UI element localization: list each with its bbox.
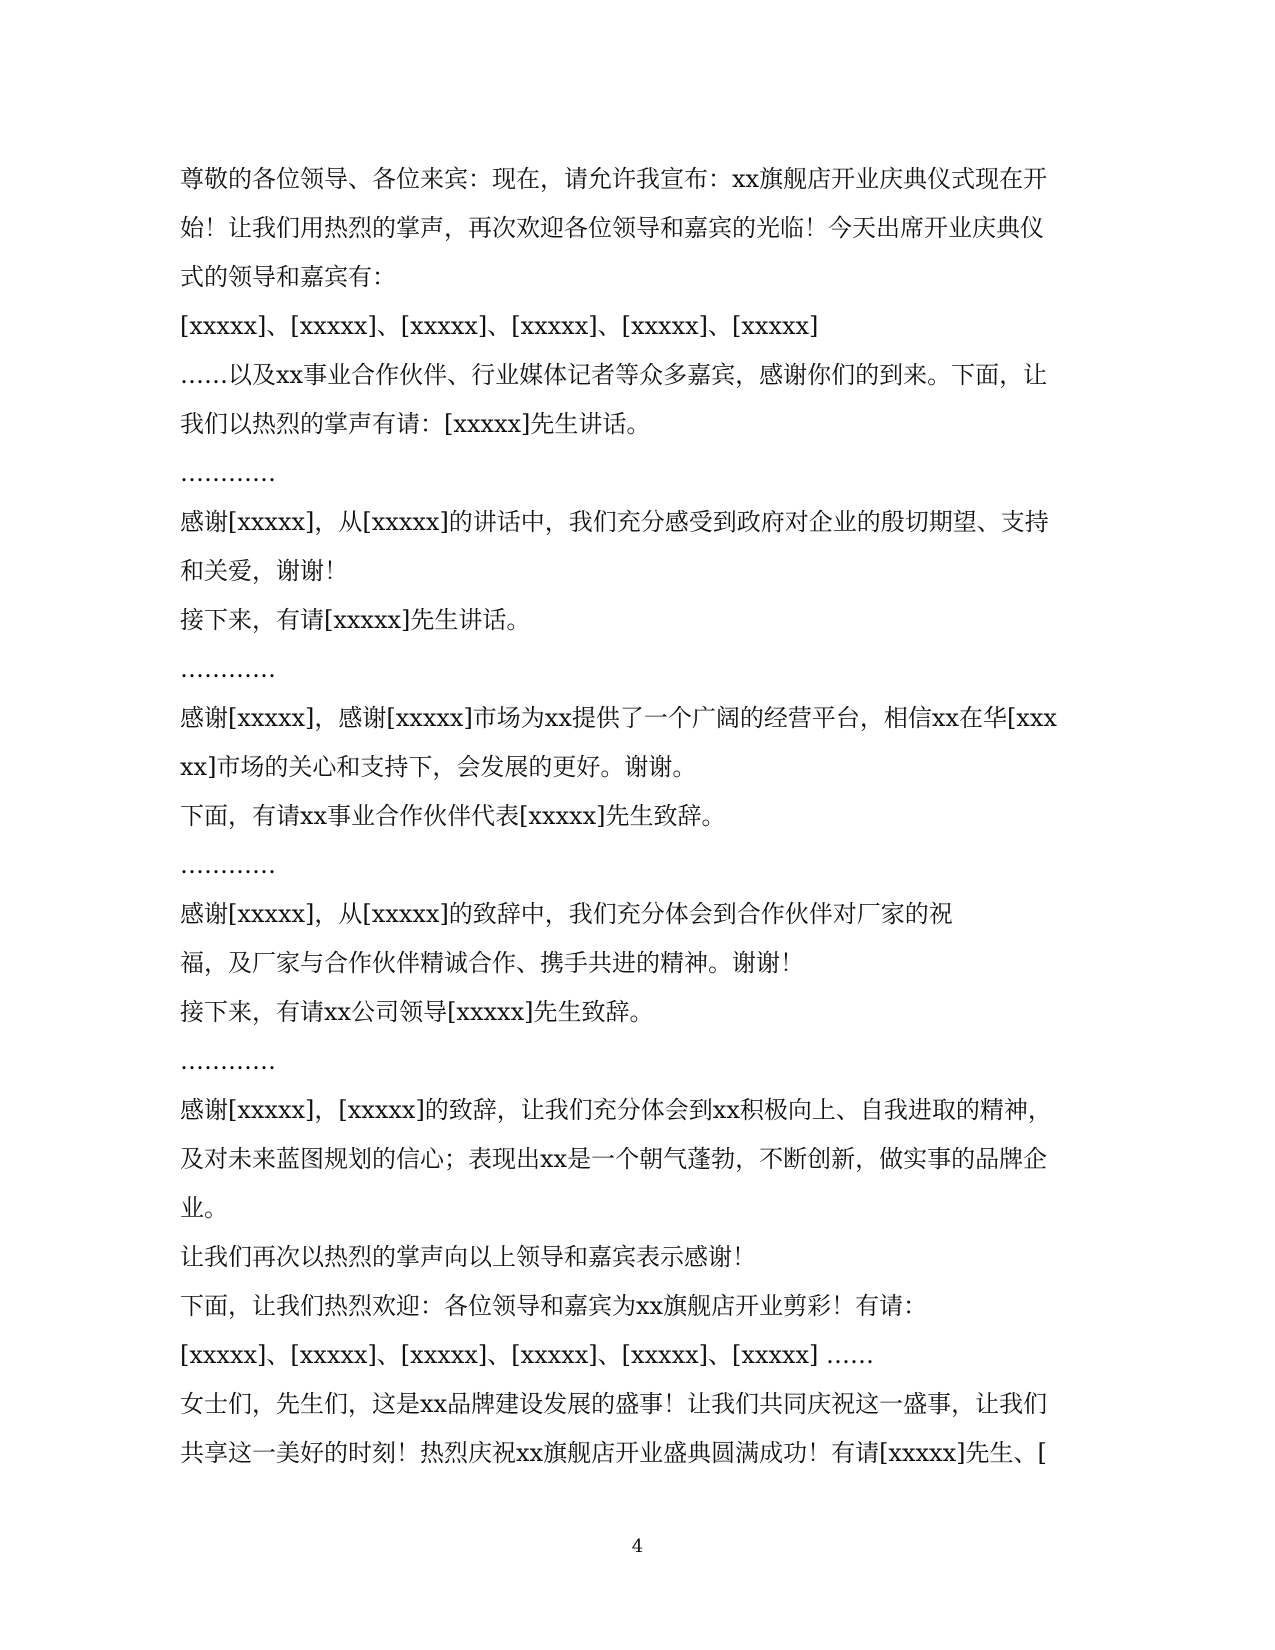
ellipsis-line: …………	[180, 655, 276, 683]
text-line: [xxxxx]、[xxxxx]、[xxxxx]、[xxxxx]、[xxxxx]、[xxxxx]	[180, 312, 819, 340]
text-line: 感谢[xxxxx]，从[xxxxx]的致辞中，我们充分体会到合作伙伴对厂家的祝	[180, 900, 953, 928]
text-line: 始！让我们用热烈的掌声，再次欢迎各位领导和嘉宾的光临！今天出席开业庆典仪	[180, 214, 1044, 242]
text-line: 业。	[180, 1194, 228, 1222]
text-line: 及对未来蓝图规划的信心；表现出xx是一个朝气蓬勃，不断创新，做实事的品牌企	[180, 1145, 1048, 1173]
ellipsis-line: …………	[180, 459, 276, 487]
text-line: xx]市场的关心和支持下，会发展的更好。谢谢。	[180, 753, 697, 781]
text-line: 感谢[xxxxx]，[xxxxx]的致辞，让我们充分体会到xx积极向上、自我进取的精神，	[180, 1096, 1052, 1124]
text-line: 让我们再次以热烈的掌声向以上领导和嘉宾表示感谢！	[180, 1243, 756, 1271]
text-line: 接下来，有请xx公司领导[xxxxx]先生致辞。	[180, 998, 654, 1026]
text-line: 尊敬的各位领导、各位来宾：现在，请允许我宣布：xx旗舰店开业庆典仪式现在开	[180, 165, 1048, 193]
text-line: 下面，有请xx事业合作伙伴代表[xxxxx]先生致辞。	[180, 802, 726, 830]
text-line: 感谢[xxxxx]，从[xxxxx]的讲话中，我们充分感受到政府对企业的殷切期望、支持	[180, 508, 1049, 536]
text-line: 式的领导和嘉宾有：	[180, 263, 396, 291]
text-line: 接下来，有请[xxxxx]先生讲话。	[180, 606, 531, 634]
text-line: 女士们，先生们，这是xx品牌建设发展的盛事！让我们共同庆祝这一盛事，让我们	[180, 1390, 1048, 1418]
text-line: 下面，让我们热烈欢迎：各位领导和嘉宾为xx旗舰店开业剪彩！有请：	[180, 1292, 928, 1320]
document-body	[180, 155, 1080, 1478]
text-line: 感谢[xxxxx]，感谢[xxxxx]市场为xx提供了一个广阔的经营平台，相信xx在华[xxx	[180, 704, 1057, 732]
ellipsis-line: …………	[180, 1047, 276, 1075]
text-line: 福，及厂家与合作伙伴精诚合作、携手共进的精神。谢谢！	[180, 949, 804, 977]
text-line: 我们以热烈的掌声有请：[xxxxx]先生讲话。	[180, 410, 651, 438]
text-line: 共享这一美好的时刻！热烈庆祝xx旗舰店开业盛典圆满成功！有请[xxxxx]先生、[	[180, 1439, 1047, 1467]
ellipsis-line: …………	[180, 851, 276, 879]
text-line: ……以及xx事业合作伙伴、行业媒体记者等众多嘉宾，感谢你们的到来。下面，让	[180, 361, 1048, 389]
page-number: 4	[631, 1536, 644, 1557]
text-line: 和关爱，谢谢！	[180, 557, 348, 585]
text-line: [xxxxx]、[xxxxx]、[xxxxx]、[xxxxx]、[xxxxx]、[xxxxx] ……	[180, 1341, 875, 1369]
